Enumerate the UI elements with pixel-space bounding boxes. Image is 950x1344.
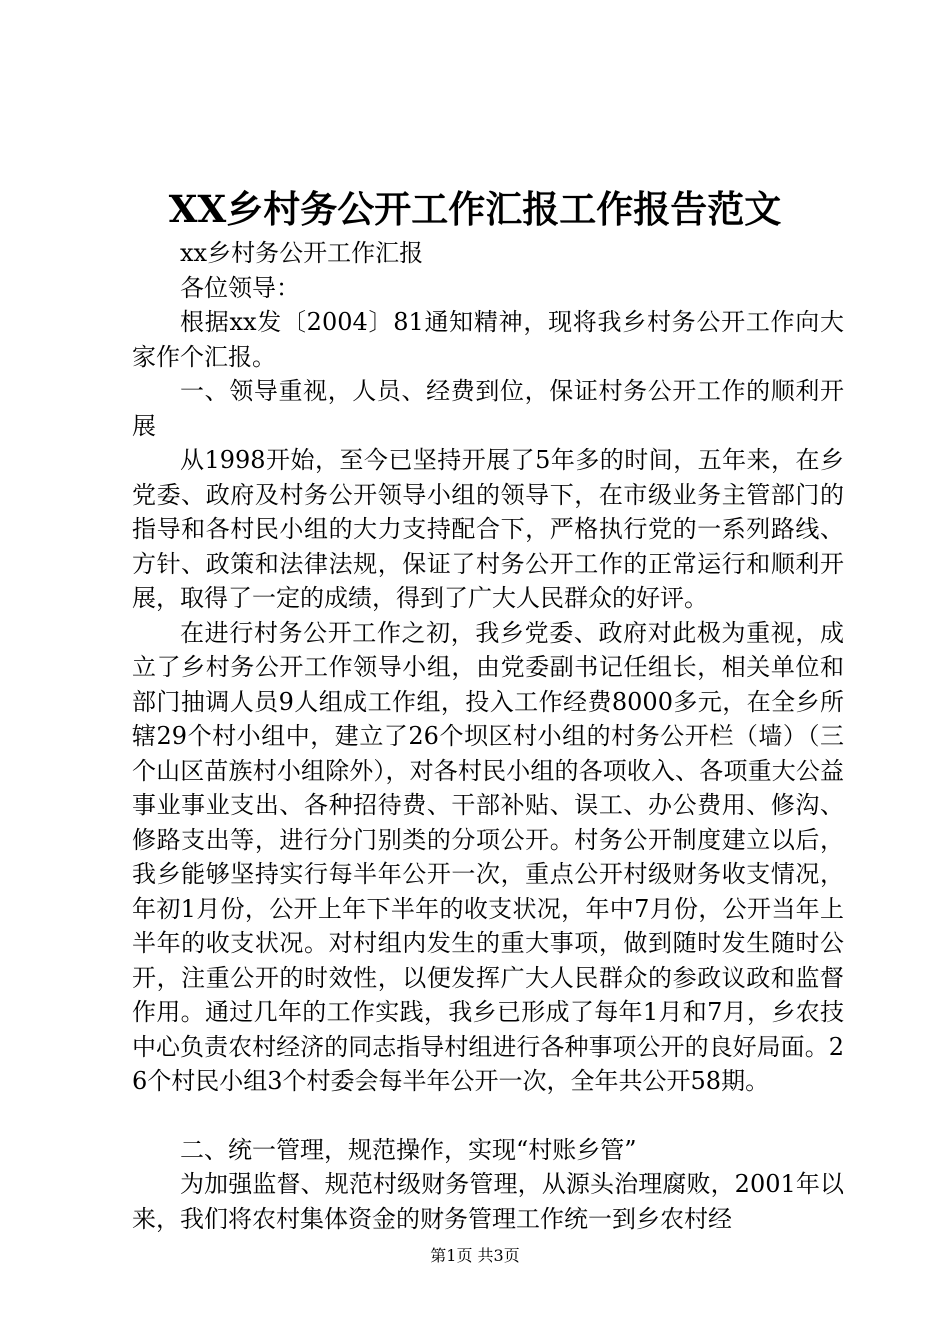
paragraph-salutation: 各位领导： bbox=[180, 273, 300, 302]
paragraph-body: 在进行村务公开工作之初，我乡党委、政府对此极为重视，成立了乡村务公开工作领导小组，由党委副书记任组长，相关单位和部门抽调人员9人组成工作组，投入工作经费8000多元，在全乡所辖29个村小组中，建立了26个坝区村小组的村务公开栏（墙）（三个山区苗族村小组除外），对各村民小组的各项收入、各项重大公益事业事业支出、各种招待费、干部补贴、误工、办公费用、修沟、修路支出等，进行分门别类的分项公开。村务公开制度建立以后，我乡能够坚持实行每半年公开一次，重点公开村级财务收支情况，年初1月份，公开上年下半年的收支状况，年中7月份，公开当年上半年的收支状况。对村组内发生的重大事项，做到随时发生随时公开，注重公开的时效性，以便发挥广大人民群众的参政议政和监督作用。通过几年的工作实践，我乡已形成了每年1月和7月，乡农技中心负责农村经济的同志指导村组进行各种事项公开的良好局面。26个村民小组3个村委会每半年公开一次，全年共公开58期。 bbox=[132, 618, 844, 1095]
paragraph-section-two-heading: 二、统一管理，规范操作，实现“村账乡管” bbox=[180, 1135, 637, 1164]
paragraph-body: 为加强监督、规范村级财务管理，从源头治理腐败，2001年以来，我们将农村集体资金的财务管理工作统一到乡农村经 bbox=[132, 1170, 844, 1233]
paragraph-section-one-heading: 一、领导重视，人员、经费到位，保证村务公开工作的顺利开展 bbox=[132, 377, 844, 440]
page-number-footer: 第1页 共3页 bbox=[430, 1246, 520, 1265]
document-body bbox=[132, 236, 844, 1236]
paragraph-intro: 根据xx发〔2004〕81通知精神，现将我乡村务公开工作向大家作个汇报。 bbox=[132, 308, 844, 371]
paragraph-body: 从1998开始，至今已坚持开展了5年多的时间，五年来，在乡党委、政府及村务公开领导小组的领导下，在市级业务主管部门的指导和各村民小组的大力支持配合下，严格执行党的一系列路线、方针、政策和法律法规，保证了村务公开工作的正常运行和顺利开展，取得了一定的成绩，得到了广大人民群众的好评。 bbox=[132, 446, 844, 612]
paragraph-heading-report: xx乡村务公开工作汇报 bbox=[180, 239, 424, 267]
document-title: XX乡村务公开工作汇报工作报告范文 bbox=[168, 187, 782, 231]
